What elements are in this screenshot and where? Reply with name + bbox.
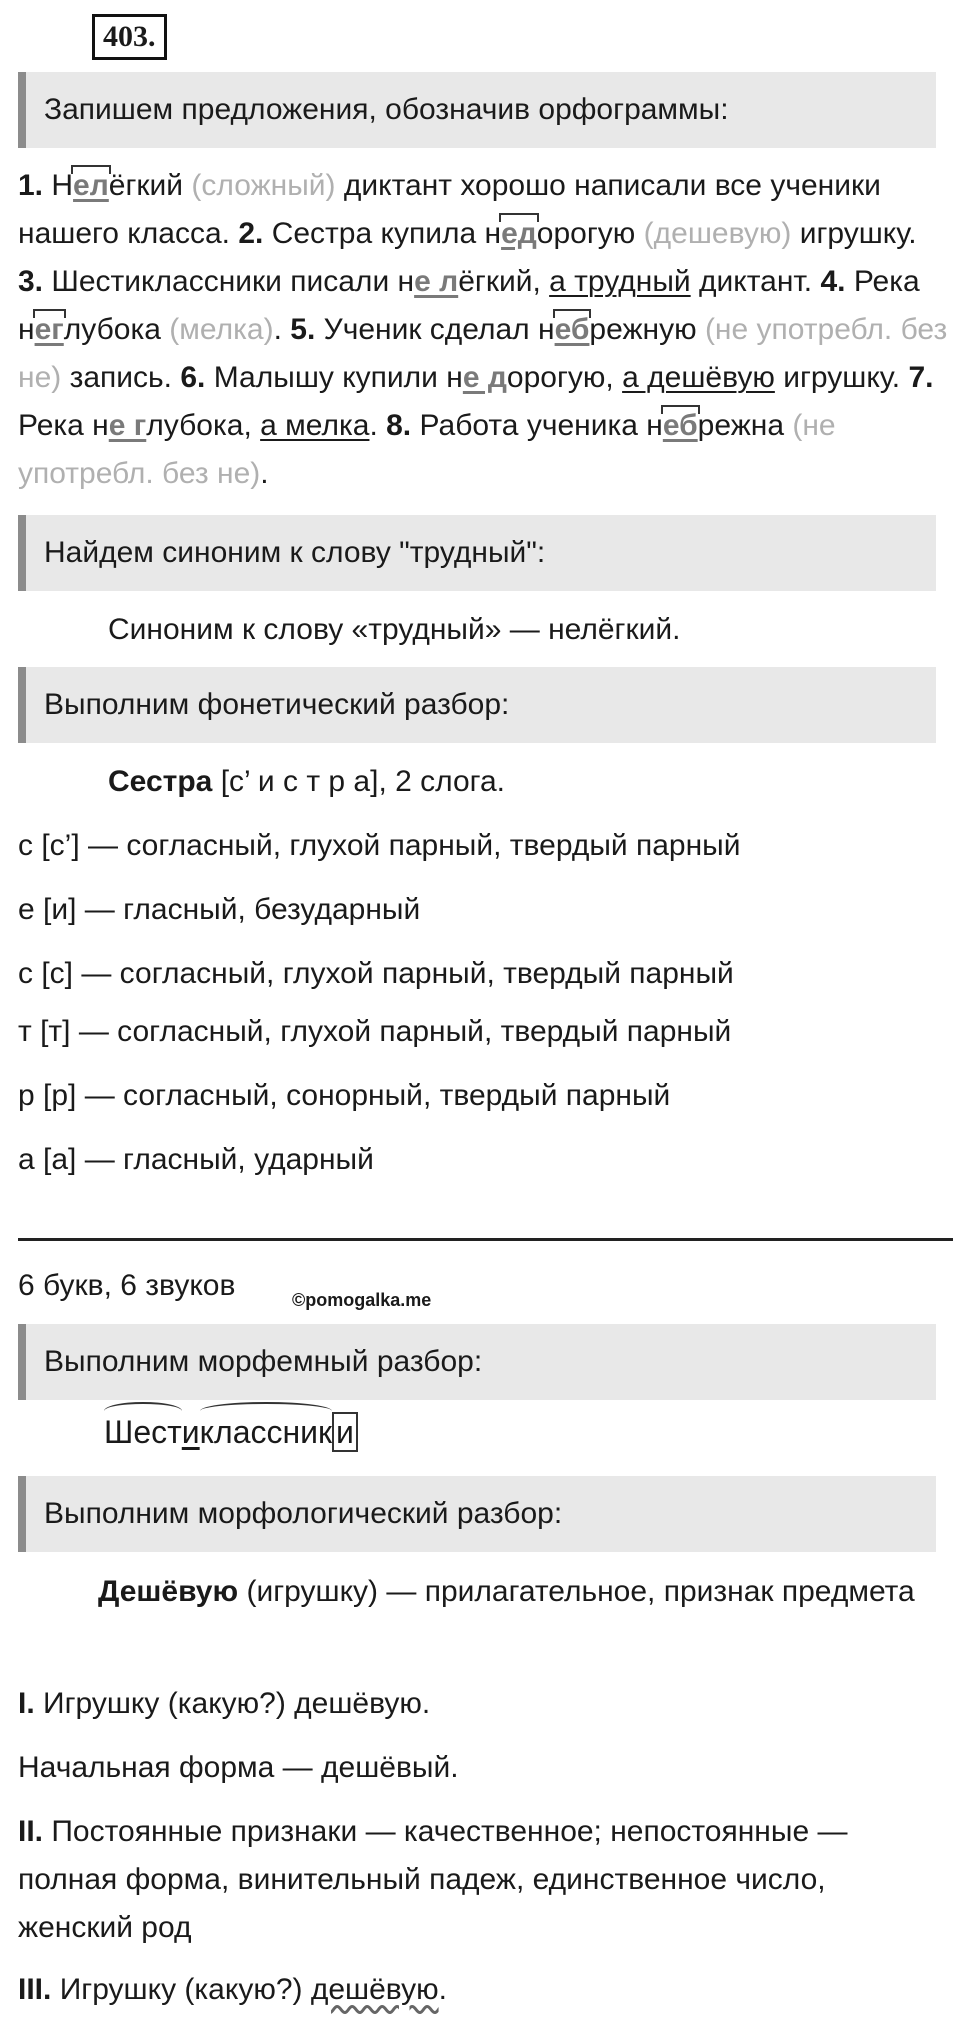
- phonetic-word: Сестра: [108, 765, 213, 798]
- text-fragment: Река н: [18, 409, 109, 442]
- section-header-synonym: Найдем синоним к слову "трудный":: [18, 515, 936, 591]
- wavy-underlined-word: дешёвую: [310, 1973, 439, 2006]
- phonetic-transcription: [с’ и с т р а], 2 слога.: [220, 765, 505, 798]
- sentence-number: 5.: [290, 313, 316, 346]
- text-fragment: ёгкий,: [458, 265, 541, 298]
- point-text: .: [438, 1973, 447, 2006]
- orthogram-mark: е л: [414, 265, 459, 298]
- orthogram-mark: ег: [34, 313, 64, 346]
- gray-note: (не употребл. без не): [18, 409, 836, 490]
- orthogram-mark: ед: [501, 217, 537, 250]
- sentence-number: 2.: [238, 217, 264, 250]
- phonetic-line: р [р] — согласный, сонорный, твердый парный: [18, 1079, 671, 1112]
- phonetic-line: с [с] — согласный, глухой парный, твердый парный: [18, 957, 734, 990]
- sentence-number: 6.: [180, 361, 206, 394]
- sentence-number: 1.: [18, 169, 44, 202]
- text-fragment: Малышу купили н: [213, 361, 463, 394]
- text-fragment: Н: [51, 169, 74, 202]
- text-fragment: Работа ученика н: [419, 409, 663, 442]
- text-fragment: запись.: [69, 361, 173, 394]
- phonetic-summary: 6 букв, 6 звуков: [18, 1269, 236, 1302]
- text-fragment: .: [369, 409, 378, 442]
- exercise-number: 403.: [92, 14, 167, 60]
- morpheme-ending: и: [332, 1412, 358, 1452]
- phonetic-word-line: [108, 762, 505, 802]
- section-header-morphology: Выполним морфологический разбор:: [18, 1476, 936, 1552]
- point-number: I.: [18, 1687, 35, 1720]
- text-fragment: игрушку.: [783, 361, 901, 394]
- section-header-phonetic: Выполним фонетический разбор:: [18, 667, 936, 743]
- text-fragment: .: [273, 313, 282, 346]
- sentences-paragraph: [18, 162, 948, 498]
- text-fragment: ёгкий: [108, 169, 184, 202]
- orthogram-mark: ел: [73, 169, 109, 202]
- text-fragment: орогую: [536, 217, 636, 250]
- morpheme-root: классник: [199, 1414, 333, 1450]
- gray-note: (не употребл. без не): [18, 313, 948, 394]
- phonetic-line: а [а] — гласный, ударный: [18, 1143, 374, 1176]
- orthogram-mark: е д: [462, 361, 507, 394]
- morphology-point-3: [18, 1970, 447, 2010]
- divider: [18, 1238, 953, 1241]
- gray-note: (мелка): [169, 313, 274, 346]
- text-fragment: режна: [697, 409, 785, 442]
- morpheme-diagram: [104, 1412, 358, 1452]
- text-fragment: лубока: [63, 313, 161, 346]
- text-fragment: Ученик сделал н: [323, 313, 555, 346]
- morpheme-link: и: [181, 1414, 200, 1450]
- text-fragment: Шестиклассники писали н: [51, 265, 415, 298]
- morphology-intro: [18, 1568, 948, 1616]
- text-fragment: диктант.: [699, 265, 813, 298]
- gray-note: (сложный): [191, 169, 336, 202]
- orthogram-mark: е г: [108, 409, 147, 442]
- morphology-word: Дешёвую: [98, 1575, 239, 1608]
- underlined-phrase: а дешёвую: [622, 361, 775, 394]
- morphology-initial-form: Начальная форма — дешёвый.: [18, 1751, 459, 1784]
- text-fragment: игрушку.: [799, 217, 917, 250]
- section-header-orthograms: Запишем предложения, обозначив орфограммы:: [18, 72, 936, 148]
- morphology-point-2: [18, 1808, 948, 1952]
- morphology-intro-text: (игрушку) — прилагательное, признак предмета: [246, 1575, 915, 1608]
- text-fragment: Река н: [18, 265, 920, 346]
- orthogram-mark: еб: [662, 409, 698, 442]
- sentence-number: 3.: [18, 265, 44, 298]
- underlined-phrase: а трудный: [549, 265, 691, 298]
- point-text: Постоянные признаки — качественное; непостоянные — полная форма, винительный падеж, единственное число, женский род: [18, 1815, 848, 1944]
- text-fragment: орогую,: [506, 361, 614, 394]
- text-fragment: диктант хорошо написали все ученики нашего класса.: [18, 169, 881, 250]
- point-text: Игрушку (какую?): [59, 1973, 303, 2006]
- synonym-answer: Синоним к слову «трудный» — нелёгкий.: [108, 613, 681, 646]
- orthogram-mark: еб: [554, 313, 590, 346]
- morphology-point-1: [18, 1684, 430, 1724]
- text-fragment: лубока,: [146, 409, 252, 442]
- morpheme-root: Шест: [104, 1414, 182, 1450]
- underlined-phrase: а мелка: [260, 409, 370, 442]
- point-text: Игрушку (какую?) дешёвую.: [43, 1687, 431, 1720]
- text-fragment: Сестра купила н: [271, 217, 502, 250]
- phonetic-line: с [с’] — согласный, глухой парный, твердый парный: [18, 829, 741, 862]
- sentence-number: 8.: [386, 409, 412, 442]
- watermark: ©pomogalka.me: [292, 1290, 432, 1310]
- sentence-number: 7.: [908, 361, 934, 394]
- section-header-morpheme: Выполним морфемный разбор:: [18, 1324, 936, 1400]
- sentence-number: 4.: [820, 265, 846, 298]
- gray-note: (дешевую): [643, 217, 792, 250]
- phonetic-line: т [т] — согласный, глухой парный, твердый парный: [18, 1015, 732, 1048]
- phonetic-line: е [и] — гласный, безударный: [18, 893, 421, 926]
- text-fragment: режную: [589, 313, 697, 346]
- point-number: II.: [18, 1815, 44, 1848]
- text-fragment: .: [260, 457, 269, 490]
- point-number: III.: [18, 1973, 52, 2006]
